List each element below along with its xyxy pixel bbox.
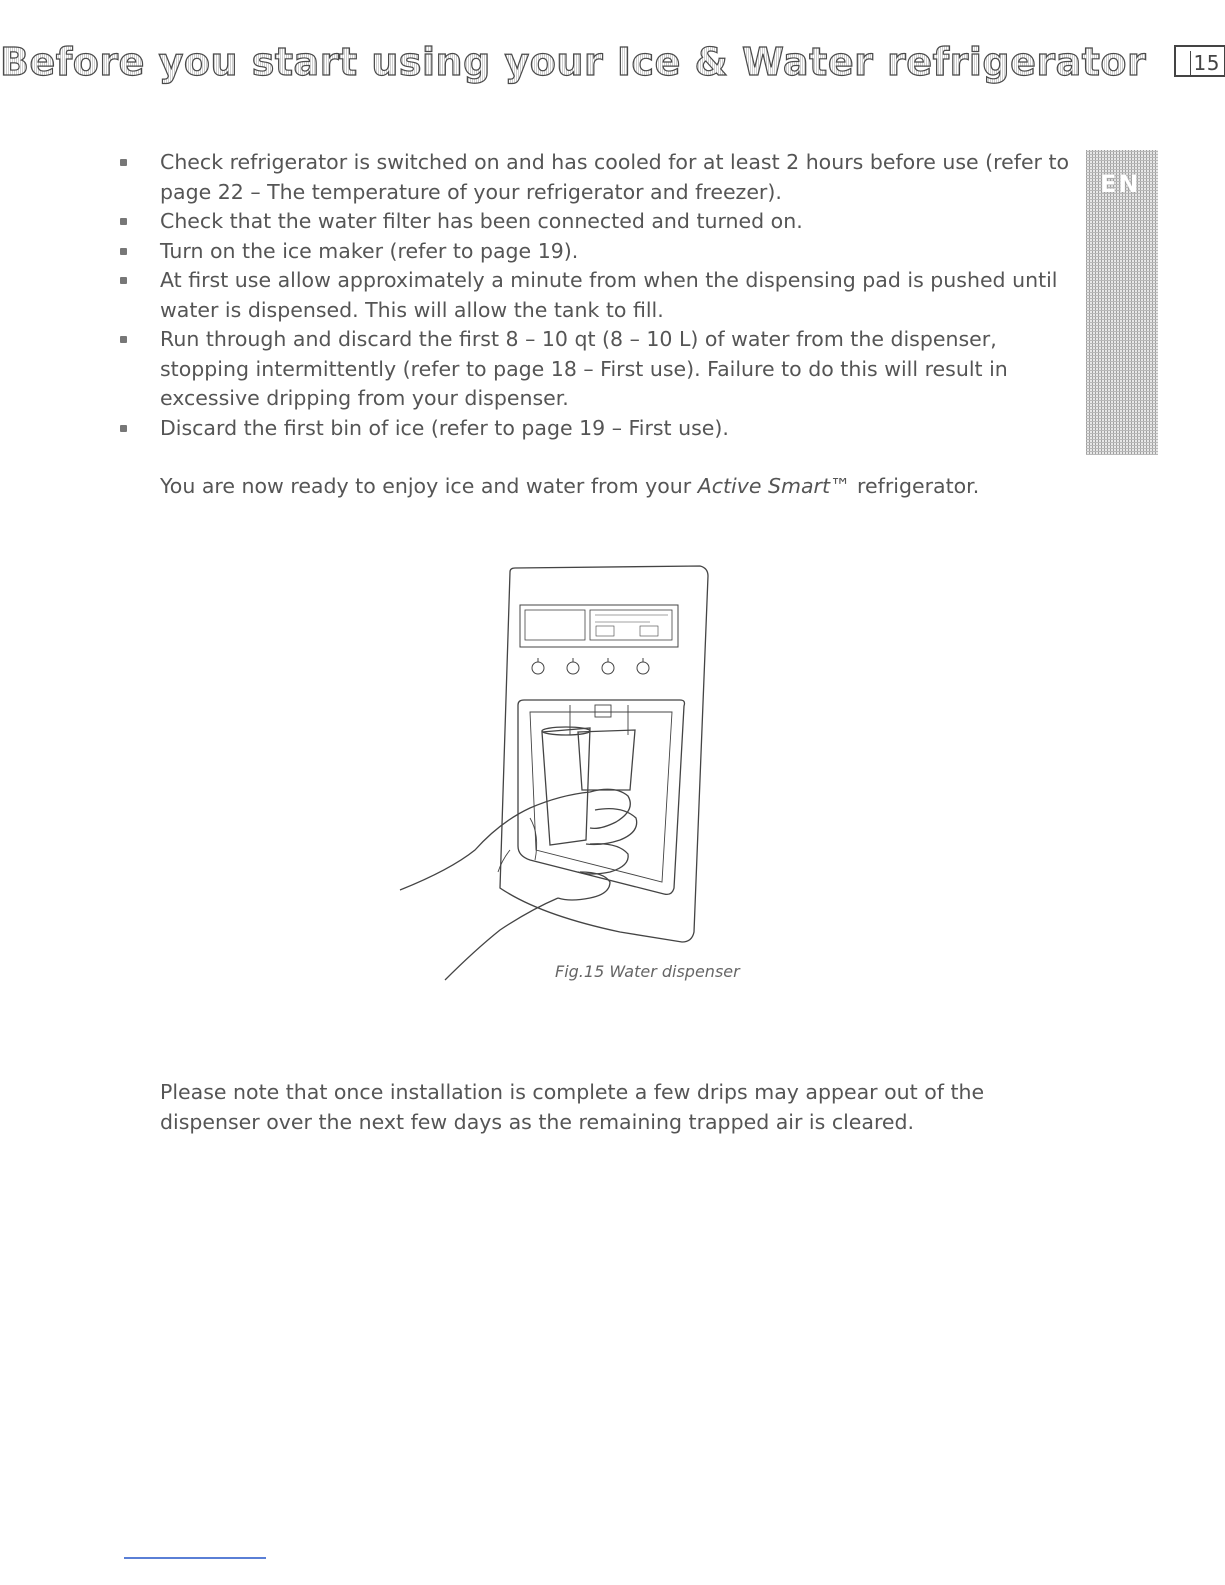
bullet-icon [120, 277, 127, 284]
bullet-icon [120, 218, 127, 225]
bullet-icon [120, 336, 127, 343]
ready-text: You are now ready to enjoy ice and water from your [160, 474, 698, 498]
page-title [0, 40, 1225, 84]
checklist-item [118, 148, 1083, 207]
page-number-value: 15 [1190, 51, 1220, 75]
checklist-item-text: Check refrigerator is switched on and has cooled for at least 2 hours before use (refer to page 22 – The temperature of your refrigerator and freezer). [160, 150, 1070, 204]
bullet-icon [120, 248, 127, 255]
page-number [1174, 45, 1225, 77]
checklist-item [118, 325, 1083, 414]
checklist-item [118, 237, 1083, 267]
checklist-item [118, 207, 1083, 237]
checklist-item [118, 414, 1083, 444]
language-tab [1086, 150, 1158, 455]
checklist-item-text: Turn on the ice maker (refer to page 19). [160, 238, 579, 263]
installation-note: Please note that once installation is complete a few drips may appear out of the dispenser over the next few days as the remaining trapped air is cleared. [160, 1080, 985, 1134]
bullet-icon [120, 425, 127, 432]
bullet-icon [120, 159, 127, 166]
water-dispenser-illustration [390, 560, 730, 1000]
figure-caption: Fig.15 Water dispenser [555, 962, 740, 981]
checklist-item [118, 266, 1083, 325]
ready-statement [160, 474, 979, 498]
brand-name: Active Smart™ [697, 474, 851, 498]
checklist-item-text: Check that the water filter has been connected and turned on. [160, 209, 803, 233]
ready-text-end: refrigerator. [850, 474, 980, 498]
checklist-item-text: Discard the first bin of ice (refer to page 19 – First use). [160, 415, 729, 440]
checklist-item-text: Run through and discard the first 8 – 10 qt (8 – 10 L) of water from the dispenser, stopping intermittently (refer to page 18 – First use). Failure to do this will result in excessive dripping from your dispenser. [160, 327, 1008, 410]
checklist [118, 148, 1083, 443]
page-title-text: Before you start using your Ice & Water refrigerator [0, 40, 1147, 84]
language-tab-label: EN [1100, 170, 1141, 198]
checklist-item-text: At first use allow approximately a minute from when the dispensing pad is pushed until water is dispensed. This will allow the tank to fill. [160, 268, 1058, 322]
footer-rule [124, 1557, 266, 1559]
